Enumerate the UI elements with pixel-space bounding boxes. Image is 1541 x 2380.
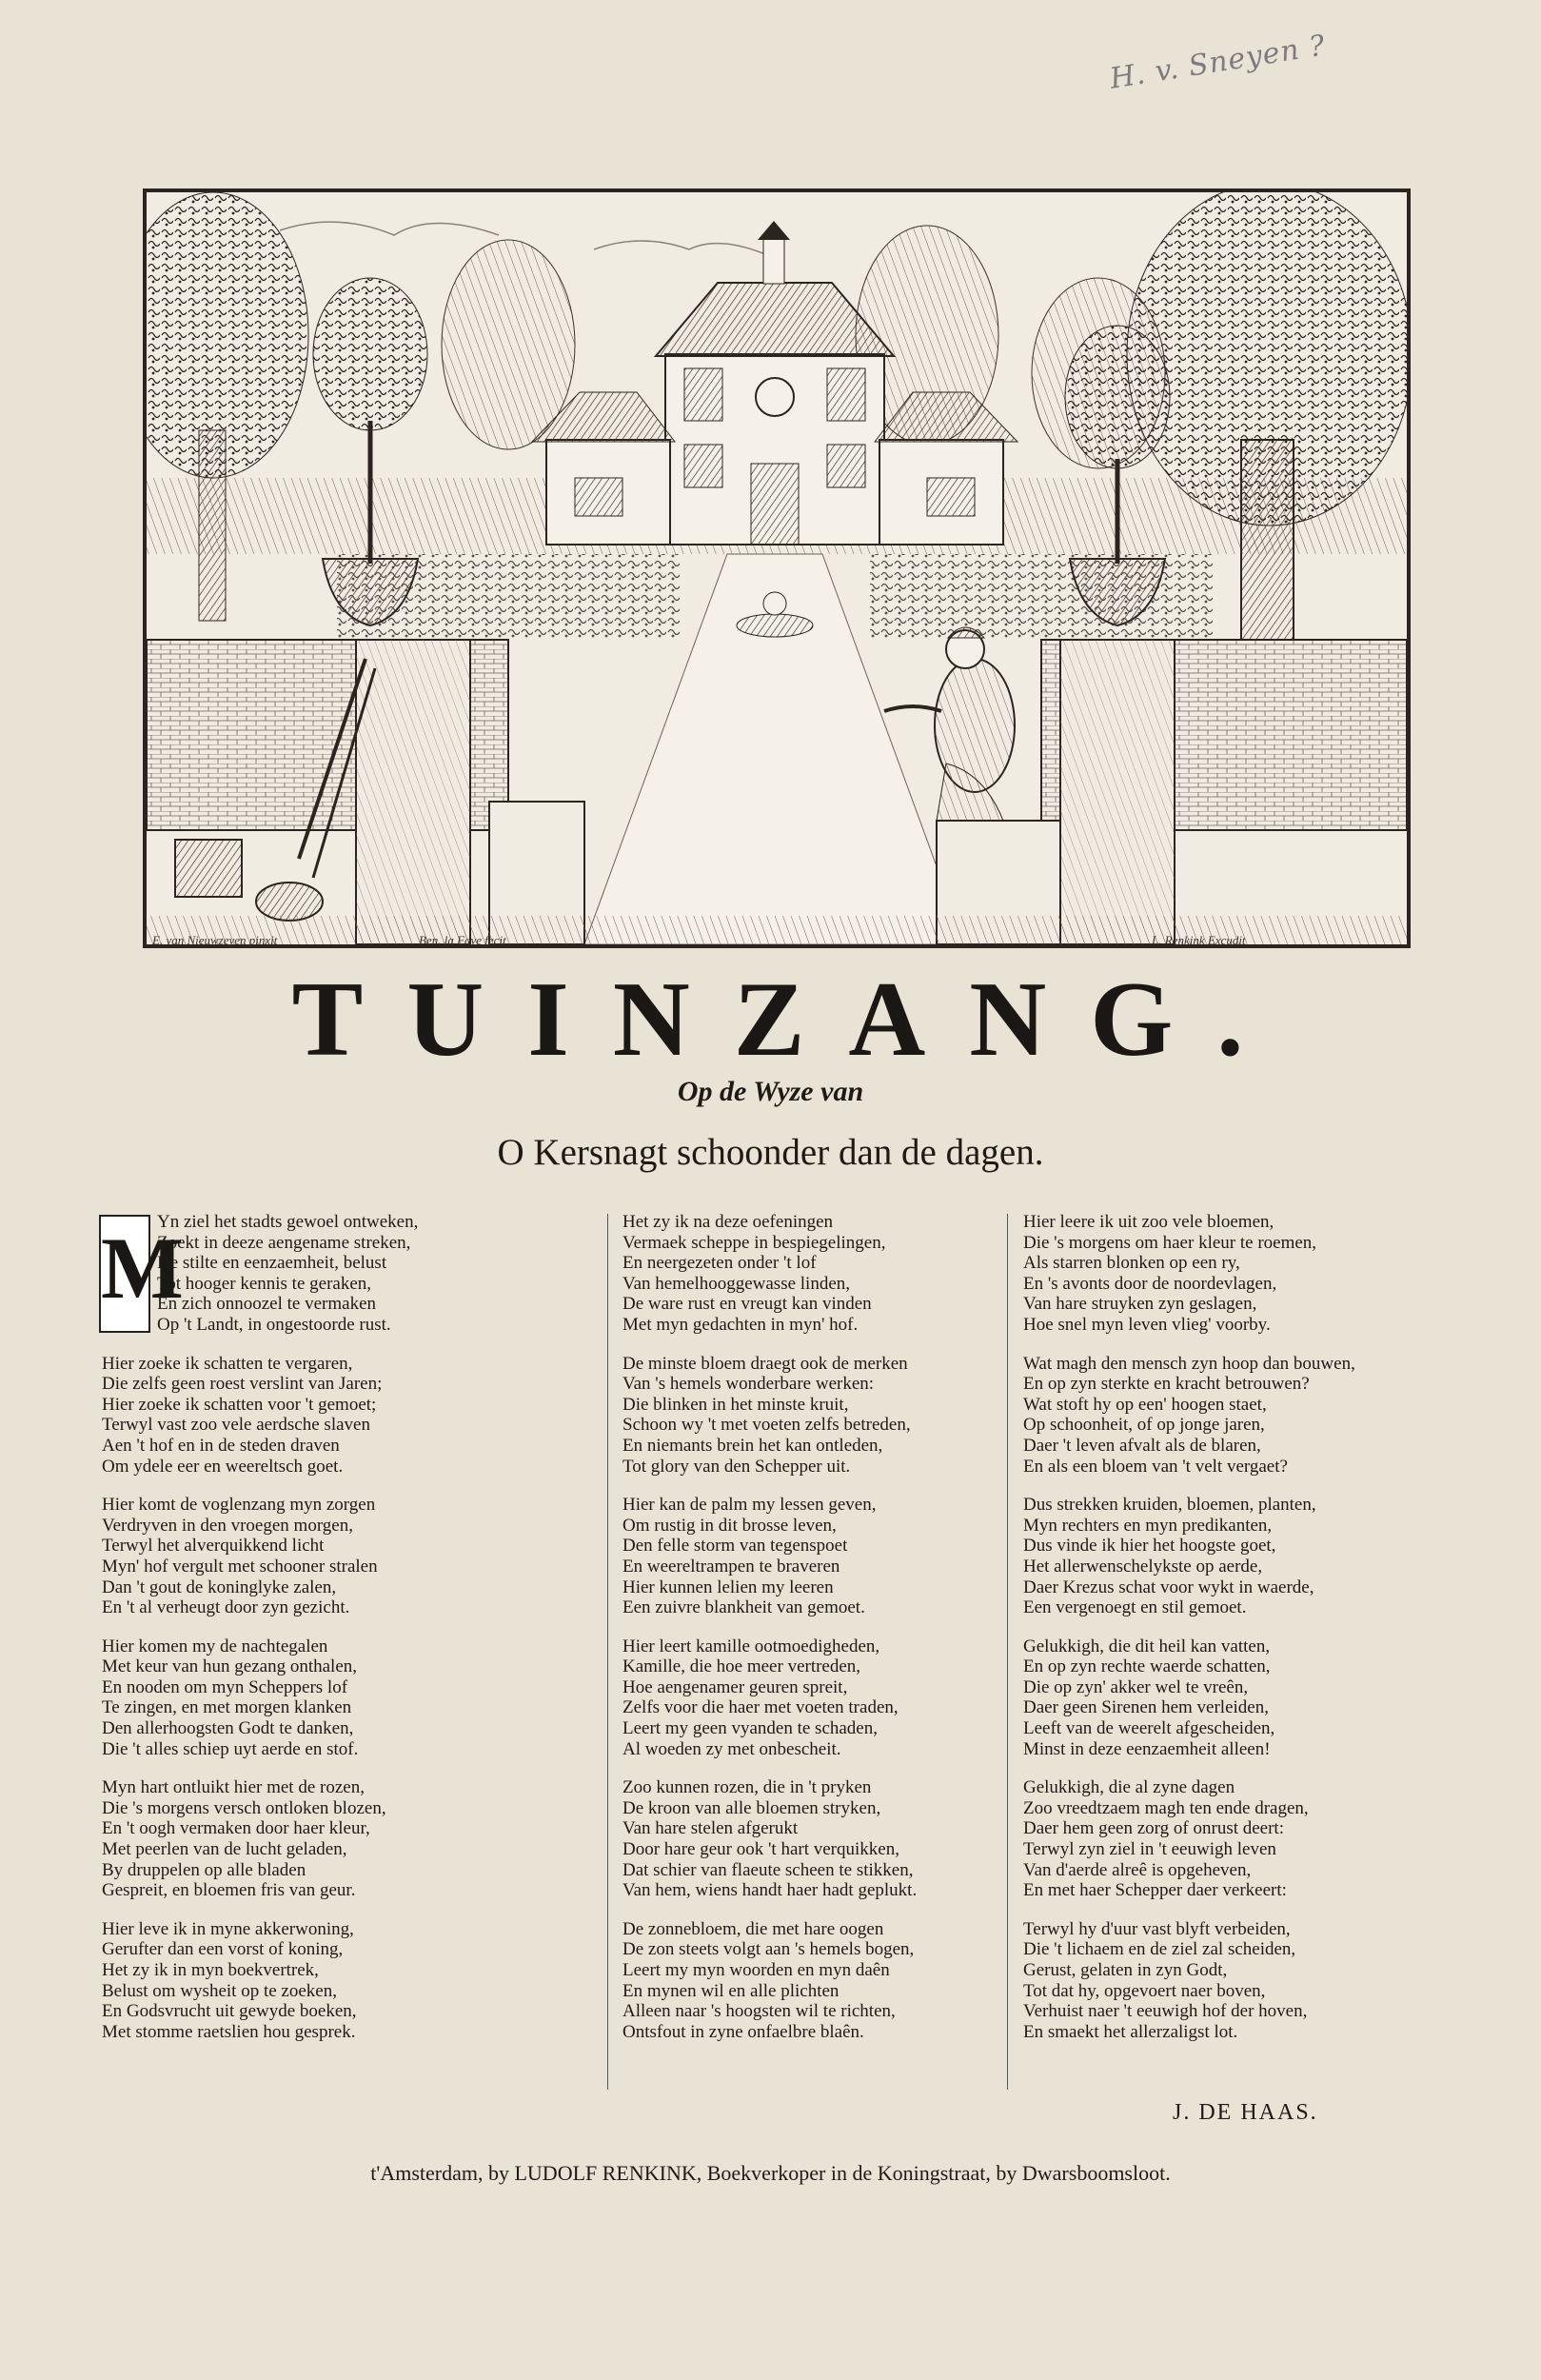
page-title: TUINZANG.	[291, 961, 1288, 1079]
verse-line: Een zuivre blankheit van gemoet.	[622, 1597, 865, 1618]
verse-line: Met myn gedachten in myn' hof.	[622, 1314, 859, 1335]
tune-line: O Kersnagt schoonder dan de dagen.	[497, 1132, 1044, 1173]
credit-painter: E. van Nieuwzeyen pinxit	[152, 933, 278, 947]
verse-line: Terwyl hy d'uur vast blyft verbeiden,	[1023, 1918, 1291, 1939]
stanza	[1023, 1777, 1423, 1901]
verse-line: Yn ziel het stadts gewoel ontweken,	[157, 1212, 419, 1232]
verse-line: Minst in deze eenzaemheit alleen!	[1023, 1738, 1271, 1759]
verse-line: Hier komen my de nachtegalen	[102, 1636, 328, 1656]
verse-line: Op 't Landt, in ongestoorde rust.	[157, 1314, 391, 1335]
verse-line: Van 's hemels wonderbare werken:	[622, 1374, 875, 1395]
verse-line: En 't al verheugt door zyn gezicht.	[102, 1597, 350, 1618]
verse-line: Hier zoeke ik schatten voor 't gemoet;	[102, 1394, 377, 1415]
verse-line: En op zyn rechte waerde schatten,	[1023, 1656, 1271, 1677]
poem-column-2	[622, 1212, 1003, 2060]
verse-line: Alleen naar 's hoogsten wil te richten,	[622, 2001, 896, 2022]
stanza	[622, 1212, 1003, 1336]
verse-line: De zonnebloem, die met hare oogen	[622, 1918, 884, 1939]
stanza	[1023, 1212, 1423, 1336]
verse-line: Hier leert kamille ootmoedigheden,	[622, 1636, 880, 1656]
verse-line: Daer 't leven afvalt als de blaren,	[1023, 1435, 1261, 1456]
stanza	[1023, 1495, 1423, 1618]
verse-line: Ontsfout in zyne onfaelbre blaên.	[622, 2021, 864, 2042]
verse-line: En 's avonts door de noordevlagen,	[1023, 1273, 1277, 1294]
verse-line: Verdryven in den vroegen morgen,	[102, 1515, 353, 1536]
verse-line: De stilte en eenzaemheit, belust	[157, 1253, 387, 1274]
stanza	[1023, 1354, 1423, 1478]
verse-line: Schoon wy 't met voeten zelfs betreden,	[622, 1415, 911, 1436]
verse-line: Gerufter dan een vorst of koning,	[102, 1939, 344, 1960]
verse-line: Hoe aengenamer geuren spreit,	[622, 1676, 848, 1697]
verse-line: Van d'aerde alreê is opgeheven,	[1023, 1859, 1252, 1880]
verse-line: Om ydele eer en weereltsch goet.	[102, 1456, 344, 1477]
verse-line: Om rustig in dit brosse leven,	[622, 1515, 837, 1536]
verse-line: By druppelen op alle bladen	[102, 1859, 306, 1880]
verse-line: Leeft van de weerelt afgescheiden,	[1023, 1718, 1275, 1739]
verse-line: Zoekt in deeze aengename streken,	[157, 1232, 411, 1253]
verse-line: Die 's morgens versch ontloken blozen,	[102, 1797, 386, 1818]
verse-line: Met peerlen van de lucht geladen,	[102, 1839, 347, 1860]
verse-line: Wat stoft hy op een' hoogen staet,	[1023, 1394, 1267, 1415]
verse-line: De zon steets volgt aan 's hemels bogen,	[622, 1939, 915, 1960]
stanza	[622, 1636, 1003, 1760]
verse-line: Myn rechters en myn predikanten,	[1023, 1515, 1273, 1536]
stanza	[102, 1919, 578, 2043]
stanza	[102, 1636, 578, 1760]
verse-line: Die 's morgens om haer kleur te roemen,	[1023, 1232, 1317, 1253]
pencil-annotation: H. v. Sneyen ?	[1107, 29, 1329, 96]
verse-line: Die op zyn' akker wel te vreên,	[1023, 1676, 1249, 1697]
stanza	[622, 1919, 1003, 2043]
credit-publisher: L. Renkink Excudit	[1152, 933, 1246, 947]
engraving-plate	[143, 188, 1411, 948]
stanza	[1023, 1636, 1423, 1760]
verse-line: Verhuist naer 't eeuwigh hof der hoven,	[1023, 2001, 1308, 2022]
verse-line: Daer geen Sirenen hem verleiden,	[1023, 1697, 1269, 1718]
verse-line: Dus vinde ik hier het hoogste goet,	[1023, 1536, 1276, 1557]
verse-line: Kamille, die hoe meer vertreden,	[622, 1656, 861, 1677]
stanza	[102, 1495, 578, 1618]
stanza	[622, 1495, 1003, 1618]
stanza	[622, 1777, 1003, 1901]
verse-line: En als een bloem van 't velt vergaet?	[1023, 1456, 1288, 1477]
author-name: J. DE HAAS.	[1173, 2100, 1318, 2125]
verse-line: En 't oogh vermaken door haer kleur,	[102, 1818, 370, 1839]
verse-line: Hier zoeke ik schatten te vergaren,	[102, 1353, 353, 1374]
verse-line: En met haer Schepper daer verkeert:	[1023, 1880, 1287, 1901]
verse-line: Een vergenoegt en stil gemoet.	[1023, 1597, 1247, 1618]
verse-line: Den felle storm van tegenspoet	[622, 1536, 848, 1557]
verse-line: Als starren blonken op een ry,	[1023, 1253, 1240, 1274]
verse-line: Van hare struyken zyn geslagen,	[1023, 1294, 1257, 1315]
verse-line: De kroon van alle bloemen stryken,	[622, 1797, 881, 1818]
column-divider	[607, 1214, 608, 2090]
verse-line: Die 't lichaem en de ziel zal scheiden,	[1023, 1939, 1296, 1960]
verse-line: Terwyl zyn ziel in 't eeuwigh leven	[1023, 1839, 1276, 1860]
verse-line: Van hem, wiens handt haer hadt geplukt.	[622, 1880, 918, 1901]
imprint-line: t'Amsterdam, by LUDOLF RENKINK, Boekverkoper in de Koningstraat, by Dwarsboomsloot.	[370, 2161, 1171, 2185]
verse-line: Belust om wysheit op te zoeken,	[102, 1980, 337, 2001]
verse-line: Gerust, gelaten in zyn Godt,	[1023, 1960, 1228, 1980]
verse-line: Tot dat hy, opgevoert naer boven,	[1023, 1980, 1266, 2001]
garden-engraving-image	[147, 192, 1407, 944]
verse-line: Hier leve ik in myne akkerwoning,	[102, 1918, 354, 1939]
verse-line: Zoo kunnen rozen, die in 't pryken	[622, 1777, 872, 1798]
verse-line: Die zelfs geen roest verslint van Jaren;	[102, 1374, 383, 1395]
verse-line: Leert my geen vyanden te schaden,	[622, 1718, 878, 1739]
verse-line: Wat magh den mensch zyn hoop dan bouwen,	[1023, 1353, 1355, 1374]
verse-line: Tot hooger kennis te geraken,	[157, 1273, 372, 1294]
verse-line: Den allerhoogsten Godt te danken,	[102, 1718, 354, 1739]
verse-line: Al woeden zy met onbescheit.	[622, 1738, 841, 1759]
credit-engraver: Ben. la Fave fecit	[419, 933, 506, 947]
verse-line: Myn hart ontluikt hier met de rozen,	[102, 1777, 365, 1798]
verse-line: Myn' hof vergult met schooner stralen	[102, 1556, 378, 1577]
verse-line: Terwyl vast zoo vele aerdsche slaven	[102, 1415, 370, 1436]
verse-line: Gelukkigh, die al zyne dagen	[1023, 1777, 1235, 1798]
verse-line: Zoo vreedtzaem magh ten ende dragen,	[1023, 1797, 1309, 1818]
verse-line: Van hare stelen afgerukt	[622, 1818, 799, 1839]
verse-line: Leert my myn woorden en myn daên	[622, 1960, 890, 1980]
verse-line: Hier kunnen lelien my leeren	[622, 1577, 834, 1597]
stanza	[1023, 1919, 1423, 2043]
verse-line: Te zingen, en met morgen klanken	[102, 1697, 352, 1718]
verse-line: Hier leere ik uit zoo vele bloemen,	[1023, 1212, 1274, 1232]
verse-line: En zich onnoozel te vermaken	[157, 1294, 377, 1315]
verse-line: Daer Krezus schat voor wykt in waerde,	[1023, 1577, 1314, 1597]
stanza	[622, 1354, 1003, 1478]
poem-column-1	[102, 1212, 578, 2060]
verse-line: Van hemelhooggewasse linden,	[622, 1273, 851, 1294]
verse-line: Zelfs voor die haer met voeten traden,	[622, 1697, 899, 1718]
verse-line: Dat schier van flaeute scheen te stikken,	[622, 1859, 914, 1880]
verse-line: Het zy ik na deze oefeningen	[622, 1212, 834, 1232]
verse-line: En nooden om myn Scheppers lof	[102, 1676, 348, 1697]
verse-line: Daer hem geen zorg of onrust deert:	[1023, 1818, 1284, 1839]
verse-line: De ware rust en vreugt kan vinden	[622, 1294, 872, 1315]
verse-line: Hier kan de palm my lessen geven,	[622, 1495, 877, 1516]
verse-line: Het zy ik in myn boekvertrek,	[102, 1960, 319, 1980]
verse-line: Hier komt de voglenzang myn zorgen	[102, 1495, 376, 1516]
verse-line: Gespreit, en bloemen fris van geur.	[102, 1880, 356, 1901]
column-divider	[1007, 1214, 1008, 2090]
stanza	[102, 1777, 578, 1901]
verse-line: Die blinken in het minste kruit,	[622, 1394, 849, 1415]
verse-line: En weereltrampen te braveren	[622, 1556, 840, 1577]
verse-line: Door hare geur ook 't hart verquikken,	[622, 1839, 899, 1860]
verse-line: Tot glory van den Schepper uit.	[622, 1456, 851, 1477]
verse-line: En op zyn sterkte en kracht betrouwen?	[1023, 1374, 1310, 1395]
subtitle: Op de Wyze van	[677, 1076, 864, 1107]
verse-line: Die 't alles schiep uyt aerde en stof.	[102, 1738, 359, 1759]
verse-line: Met stomme raetslien hou gesprek.	[102, 2021, 356, 2042]
stanza	[102, 1354, 578, 1478]
verse-line: Op schoonheit, of op jonge jaren,	[1023, 1415, 1265, 1436]
verse-line: En Godsvrucht uit gewyde boeken,	[102, 2001, 357, 2022]
verse-line: Dan 't gout de koninglyke zalen,	[102, 1577, 337, 1597]
verse-line: En niemants brein het kan ontleden,	[622, 1435, 883, 1456]
verse-line: Gelukkigh, die dit heil kan vatten,	[1023, 1636, 1271, 1656]
verse-line: Terwyl het alverquikkend licht	[102, 1536, 325, 1557]
verse-line: Aen 't hof en in de steden draven	[102, 1435, 340, 1456]
verse-line: De minste bloem draegt ook de merken	[622, 1353, 908, 1374]
verse-line: Vermaek scheppe in bespiegelingen,	[622, 1232, 886, 1253]
initial-letter: M	[101, 1220, 184, 1317]
verse-line: En mynen wil en alle plichten	[622, 1980, 840, 2001]
stanza	[102, 1212, 578, 1336]
verse-line: En neergezeten onder 't lof	[622, 1253, 817, 1274]
verse-line: Met keur van hun gezang onthalen,	[102, 1656, 358, 1677]
verse-line: En smaekt het allerzaligst lot.	[1023, 2021, 1238, 2042]
poem-column-3	[1023, 1212, 1423, 2060]
verse-line: Het allerwenschelykste op aerde,	[1023, 1556, 1263, 1577]
verse-line: Hoe snel myn leven vlieg' voorby.	[1023, 1314, 1271, 1335]
verse-line: Dus strekken kruiden, bloemen, planten,	[1023, 1495, 1316, 1516]
